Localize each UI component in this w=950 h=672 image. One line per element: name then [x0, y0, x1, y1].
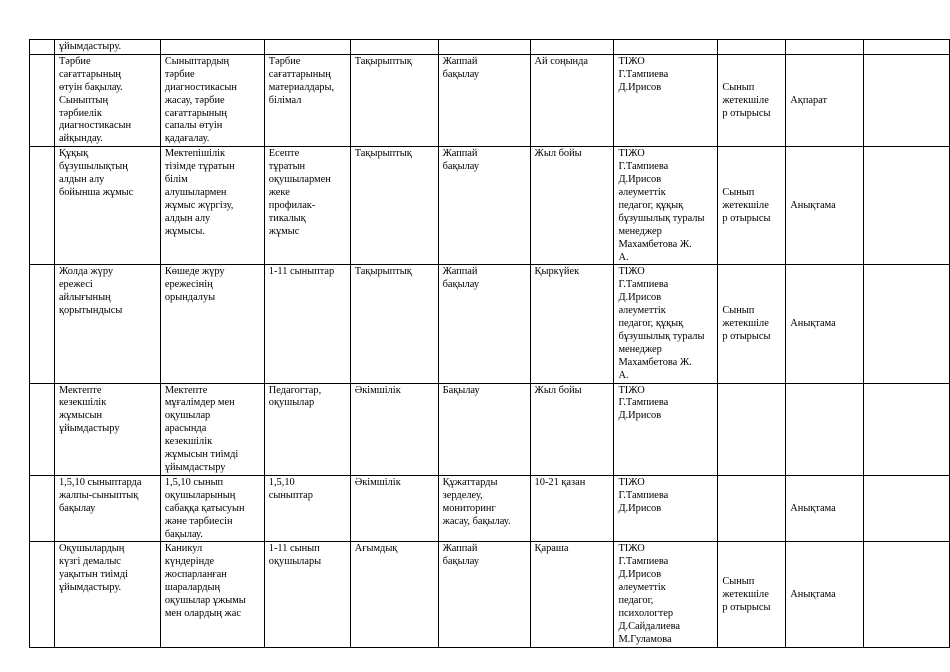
- cell-text: Жаппай бақылау: [442, 543, 480, 568]
- type-cell: [350, 383, 438, 475]
- table-row: [30, 265, 950, 383]
- cell-text: Жыл бойы: [534, 148, 582, 160]
- responsible-cell: [614, 54, 718, 146]
- cell-text: Жаппай бақылау: [442, 148, 480, 173]
- type-cell: [350, 475, 438, 542]
- cell-text: Ай соңында: [534, 55, 589, 67]
- responsible-cell: [614, 383, 718, 475]
- cell-text: Анықтама: [790, 318, 836, 330]
- table-row: [30, 383, 950, 475]
- cell-text: 1,5,10 сыныптарда жалпы-сыныптық бақылау: [58, 476, 142, 514]
- cell-text: Жаппай бақылау: [442, 266, 480, 291]
- method-cell: [438, 54, 530, 146]
- cell-text: Анықтама: [790, 588, 836, 600]
- cell-text: Анықтама: [790, 199, 836, 211]
- cell-text: 10-21 қазан: [534, 476, 586, 488]
- row-number-cell: [30, 542, 55, 647]
- cell-text: ТІЖО Г.Тампиева Д.Ирисов: [618, 384, 669, 422]
- cell-text: Есепте тұратын оқушылармен жеке профилак- тикалық жұмыс: [268, 148, 331, 237]
- row-number-cell: [30, 265, 55, 383]
- responsible-cell: [614, 542, 718, 647]
- goal-cell: [54, 383, 160, 475]
- row-number-cell: [30, 147, 55, 265]
- cell-text: Оқушылардың күзгі демалыс уақытын тиімді ұйымдастыру.: [58, 543, 129, 594]
- cell-text: ТІЖО Г.Тампиева Д.Ирисов: [618, 476, 669, 514]
- table-row: [30, 54, 950, 146]
- table-body: [30, 40, 950, 648]
- cell-text: Педагогтар, оқушылар: [268, 384, 322, 409]
- cell-text: Сынып жетекшіле р отырысы: [722, 305, 771, 342]
- cell-text: Жолда жүру ережесі айлығының қорытындысы: [58, 266, 123, 317]
- cell-text: ұйымдастыру.: [58, 41, 122, 52]
- cell-text: Жыл бойы: [534, 384, 582, 396]
- object-cell: [264, 40, 350, 55]
- extra-cell: [864, 40, 950, 55]
- purpose-cell: [160, 383, 264, 475]
- table-row: [30, 147, 950, 265]
- deadline-cell: [530, 542, 614, 647]
- row-number-cell: [30, 383, 55, 475]
- cell-text: 1,5,10 сынып оқушыларының сабаққа қатысуын және тәрбиесін бақылау.: [164, 476, 245, 540]
- deadline-cell: [530, 265, 614, 383]
- cell-text: Қыркүйек: [534, 266, 580, 278]
- object-cell: [264, 265, 350, 383]
- type-cell: [350, 54, 438, 146]
- goal-cell: [54, 265, 160, 383]
- type-cell: [350, 40, 438, 55]
- review-cell: [718, 383, 786, 475]
- responsible-cell: [614, 265, 718, 383]
- cell-text: ТІЖО Г.Тампиева Д.Ирисов: [618, 55, 669, 93]
- cell-text: 1,5,10 сыныптар: [268, 476, 313, 501]
- row-number-cell: [30, 40, 55, 55]
- extra-cell: [864, 54, 950, 146]
- deadline-cell: [530, 40, 614, 55]
- cell-text: Анықтама: [790, 502, 836, 514]
- purpose-cell: [160, 40, 264, 55]
- extra-cell: [864, 147, 950, 265]
- cell-text: Тәрбие сағаттарының өтуін бақылау. Сыныптың тәрбиелік диагностикасын айқындау.: [58, 55, 132, 145]
- review-cell: [718, 40, 786, 55]
- row-number-cell: [30, 475, 55, 542]
- cell-text: Ақпарат: [790, 94, 828, 106]
- method-cell: [438, 265, 530, 383]
- method-cell: [438, 40, 530, 55]
- cell-text: Сынып жетекшіле р отырысы: [722, 186, 771, 224]
- goal-cell: [54, 542, 160, 647]
- deadline-cell: [530, 475, 614, 542]
- cell-text: Құжаттарды зерделеу, мониторинг жасау, бақылау.: [442, 476, 511, 527]
- review-cell: [718, 265, 786, 383]
- goal-cell: [54, 40, 160, 55]
- type-cell: [350, 147, 438, 265]
- cell-text: Ағымдық: [354, 543, 398, 555]
- purpose-cell: [160, 475, 264, 542]
- cell-text: Сынып жетекшіле р отырысы: [722, 81, 771, 119]
- cell-text: Тақырыптық: [354, 266, 412, 278]
- cell-text: Мектепте мұғалімдер мен оқушылар арасында кезекшілік жұмысын тиімді ұйымдастыру: [164, 384, 239, 473]
- method-cell: [438, 383, 530, 475]
- cell-text: ТІЖО Г.Тампиева Д.Ирисов әлеуметтік педагог, құқық бұзушылық туралы менеджер Махамбетова Ж. А.: [618, 148, 705, 263]
- cell-text: Қараша: [534, 543, 569, 555]
- method-cell: [438, 147, 530, 265]
- method-cell: [438, 475, 530, 542]
- cell-text: Тақырыптық: [354, 148, 412, 160]
- cell-text: Құқық бұзушылықтың алдын алу бойынша жұмыс: [58, 148, 134, 198]
- cell-text: Каникул күндерінде жоспарланған шаралардың оқушылар ұжымы мен олардың жас: [164, 543, 246, 619]
- goal-cell: [54, 475, 160, 542]
- result-doc-cell: [786, 147, 864, 265]
- cell-text: ТІЖО Г.Тампиева Д.Ирисов әлеуметтік педагог, психологтер Д.Сайдалиева М.Гуламова: [618, 543, 680, 645]
- review-cell: [718, 542, 786, 647]
- purpose-cell: [160, 147, 264, 265]
- object-cell: [264, 54, 350, 146]
- result-doc-cell: [786, 542, 864, 647]
- cell-text: Мектепте кезекшілік жұмысын ұйымдастыру: [58, 384, 120, 435]
- purpose-cell: [160, 265, 264, 383]
- cell-text: 1-11 сыныптар: [268, 266, 335, 278]
- object-cell: [264, 542, 350, 647]
- cell-text: Мектепішілік тізімде тұратын білім алушылармен жұмыс жүргізу, алдын алу жұмысы.: [164, 148, 235, 237]
- result-doc-cell: [786, 383, 864, 475]
- extra-cell: [864, 542, 950, 647]
- cell-text: 1-11 сынып оқушылары: [268, 543, 322, 568]
- goal-cell: [54, 147, 160, 265]
- responsible-cell: [614, 147, 718, 265]
- result-doc-cell: [786, 40, 864, 55]
- cell-text: Сыныптардың тәрбие диагностикасын жасау, тәрбие сағаттарының сапалы өтуін қадағалау.: [164, 55, 237, 145]
- result-doc-cell: [786, 54, 864, 146]
- cell-text: Сынып жетекшіле р отырысы: [722, 575, 771, 613]
- review-cell: [718, 54, 786, 146]
- control-plan-table: [29, 39, 950, 648]
- cell-text: Тақырыптық: [354, 55, 412, 67]
- table-row: [30, 40, 950, 55]
- type-cell: [350, 542, 438, 647]
- review-cell: [718, 475, 786, 542]
- object-cell: [264, 475, 350, 542]
- extra-cell: [864, 265, 950, 383]
- method-cell: [438, 542, 530, 647]
- object-cell: [264, 147, 350, 265]
- type-cell: [350, 265, 438, 383]
- extra-cell: [864, 475, 950, 542]
- review-cell: [718, 147, 786, 265]
- responsible-cell: [614, 40, 718, 55]
- cell-text: Әкімшілік: [354, 384, 401, 396]
- purpose-cell: [160, 54, 264, 146]
- cell-text: Тәрбие сағаттарының материалдары, білімал: [268, 55, 335, 106]
- deadline-cell: [530, 147, 614, 265]
- cell-text: Жаппай бақылау: [442, 55, 480, 80]
- cell-text: Бақылау: [442, 384, 480, 396]
- extra-cell: [864, 383, 950, 475]
- deadline-cell: [530, 54, 614, 146]
- result-doc-cell: [786, 475, 864, 542]
- table-row: [30, 542, 950, 647]
- purpose-cell: [160, 542, 264, 647]
- object-cell: [264, 383, 350, 475]
- deadline-cell: [530, 383, 614, 475]
- cell-text: Көшеде жүру ережесінің орындалуы: [164, 266, 225, 304]
- responsible-cell: [614, 475, 718, 542]
- row-number-cell: [30, 54, 55, 146]
- cell-text: ТІЖО Г.Тампиева Д.Ирисов әлеуметтік педагог, құқық бұзушылық туралы менеджер Махамбетова Ж. А.: [618, 266, 705, 381]
- cell-text: Әкімшілік: [354, 476, 401, 488]
- table-row: [30, 475, 950, 542]
- goal-cell: [54, 54, 160, 146]
- result-doc-cell: [786, 265, 864, 383]
